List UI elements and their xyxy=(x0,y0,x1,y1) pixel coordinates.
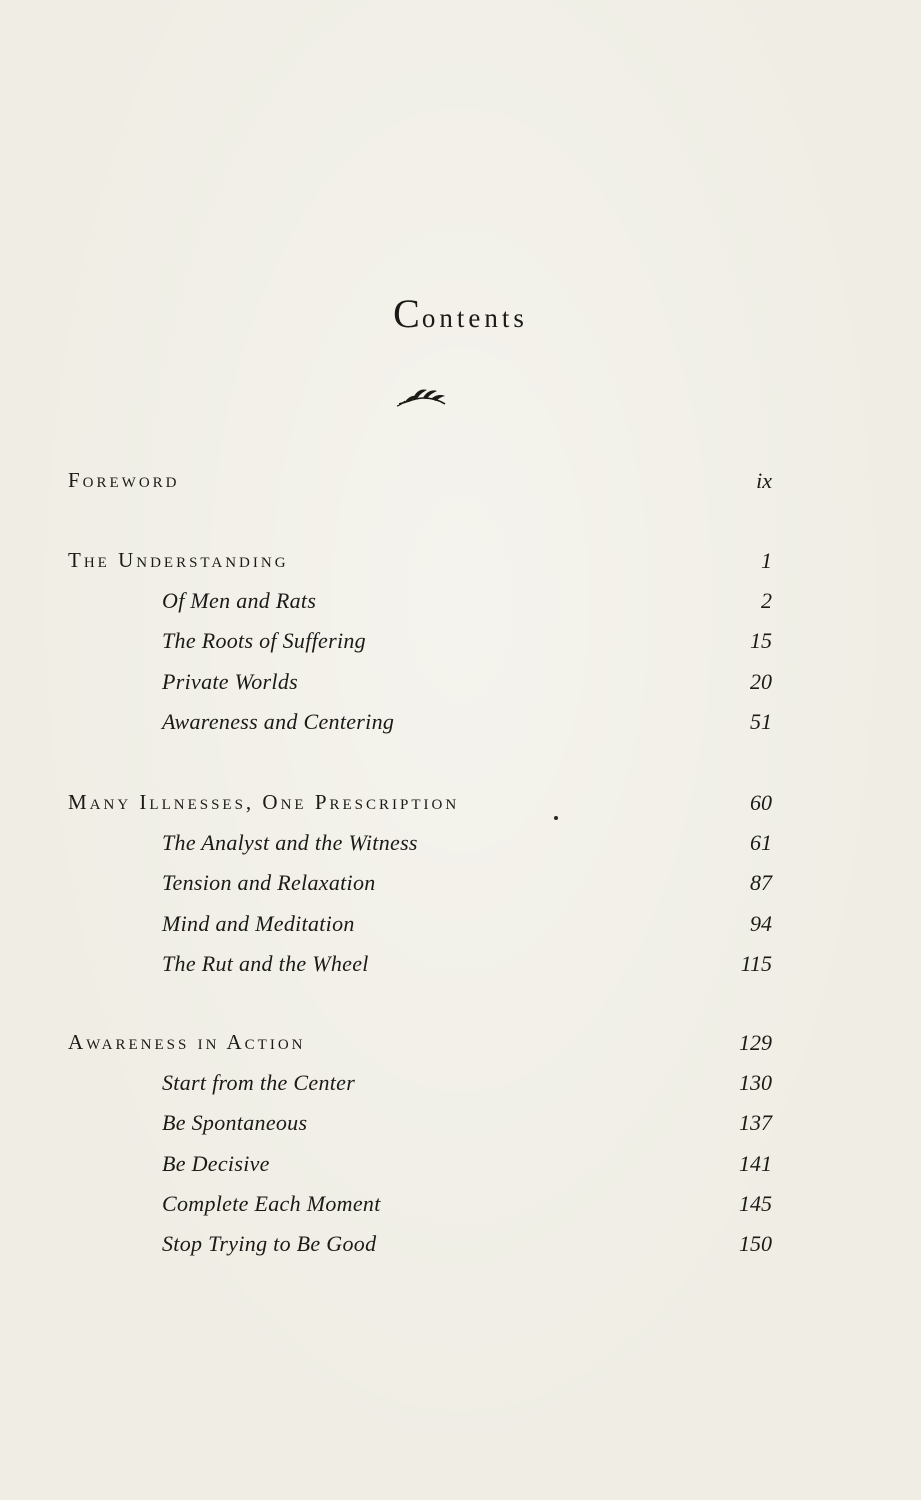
entry-title: Tension and Relaxation xyxy=(162,870,376,896)
section-title: Foreword xyxy=(68,468,180,492)
page-number: 94 xyxy=(750,910,772,936)
entry-title: Private Worlds xyxy=(162,668,298,694)
toc-entry xyxy=(68,951,772,991)
entry-title: Complete Each Moment xyxy=(162,1190,381,1216)
section-heading-row xyxy=(68,790,772,830)
page-number: 1 xyxy=(761,548,772,573)
toc-entry xyxy=(68,709,772,749)
page-number: 87 xyxy=(750,870,772,896)
toc-entry xyxy=(68,628,772,668)
toc-entry xyxy=(68,669,772,709)
page-number: 137 xyxy=(739,1110,772,1136)
entry-title: The Rut and the Wheel xyxy=(162,950,369,976)
toc-section-foreword xyxy=(68,468,772,508)
toc-entry xyxy=(68,1110,772,1150)
entry-title: Be Spontaneous xyxy=(162,1110,308,1136)
title-rest: ontents xyxy=(421,303,528,333)
toc-entry xyxy=(68,1070,772,1110)
section-title: The Understanding xyxy=(68,548,289,572)
page-title xyxy=(0,290,921,337)
page-number: 141 xyxy=(739,1150,772,1176)
section-title: Awareness in Action xyxy=(68,1030,306,1054)
leaf-flourish-icon xyxy=(393,382,449,410)
toc-entry xyxy=(68,1191,772,1231)
entry-title: Awareness and Centering xyxy=(162,708,395,734)
page-number: 15 xyxy=(750,628,772,654)
entry-title: Of Men and Rats xyxy=(162,588,317,613)
toc-entry xyxy=(68,870,772,910)
page-number: 61 xyxy=(750,830,772,855)
page-number: 115 xyxy=(740,950,772,976)
entry-title: Start from the Center xyxy=(162,1070,356,1095)
toc-section-many-illnesses xyxy=(68,790,772,991)
page-number: 150 xyxy=(739,1231,772,1257)
section-title: Many Illnesses, One Prescription xyxy=(68,790,460,814)
entry-title: Mind and Meditation xyxy=(162,910,355,936)
toc-section-awareness-in-action xyxy=(68,1030,772,1271)
page-number: 129 xyxy=(739,1030,772,1055)
page-number: 51 xyxy=(750,708,772,734)
entry-title: Be Decisive xyxy=(162,1150,270,1176)
title-initial: C xyxy=(393,291,422,336)
ink-speck xyxy=(554,816,558,820)
toc-entry xyxy=(68,830,772,870)
section-heading-row xyxy=(68,468,772,508)
page-number: 130 xyxy=(739,1070,772,1095)
section-heading-row xyxy=(68,1030,772,1070)
page-number: ix xyxy=(756,468,772,493)
entry-title: Stop Trying to Be Good xyxy=(162,1231,377,1257)
toc-section-understanding xyxy=(68,548,772,749)
page-number: 60 xyxy=(750,790,772,815)
toc-entry xyxy=(68,588,772,628)
page-number: 145 xyxy=(739,1190,772,1216)
entry-title: The Analyst and the Witness xyxy=(162,830,418,855)
section-heading-row xyxy=(68,548,772,588)
toc-entry xyxy=(68,1231,772,1271)
entry-title: The Roots of Suffering xyxy=(162,628,366,654)
toc-entry xyxy=(68,1151,772,1191)
page-number: 2 xyxy=(761,588,772,613)
page-number: 20 xyxy=(750,668,772,694)
toc-entry xyxy=(68,911,772,951)
